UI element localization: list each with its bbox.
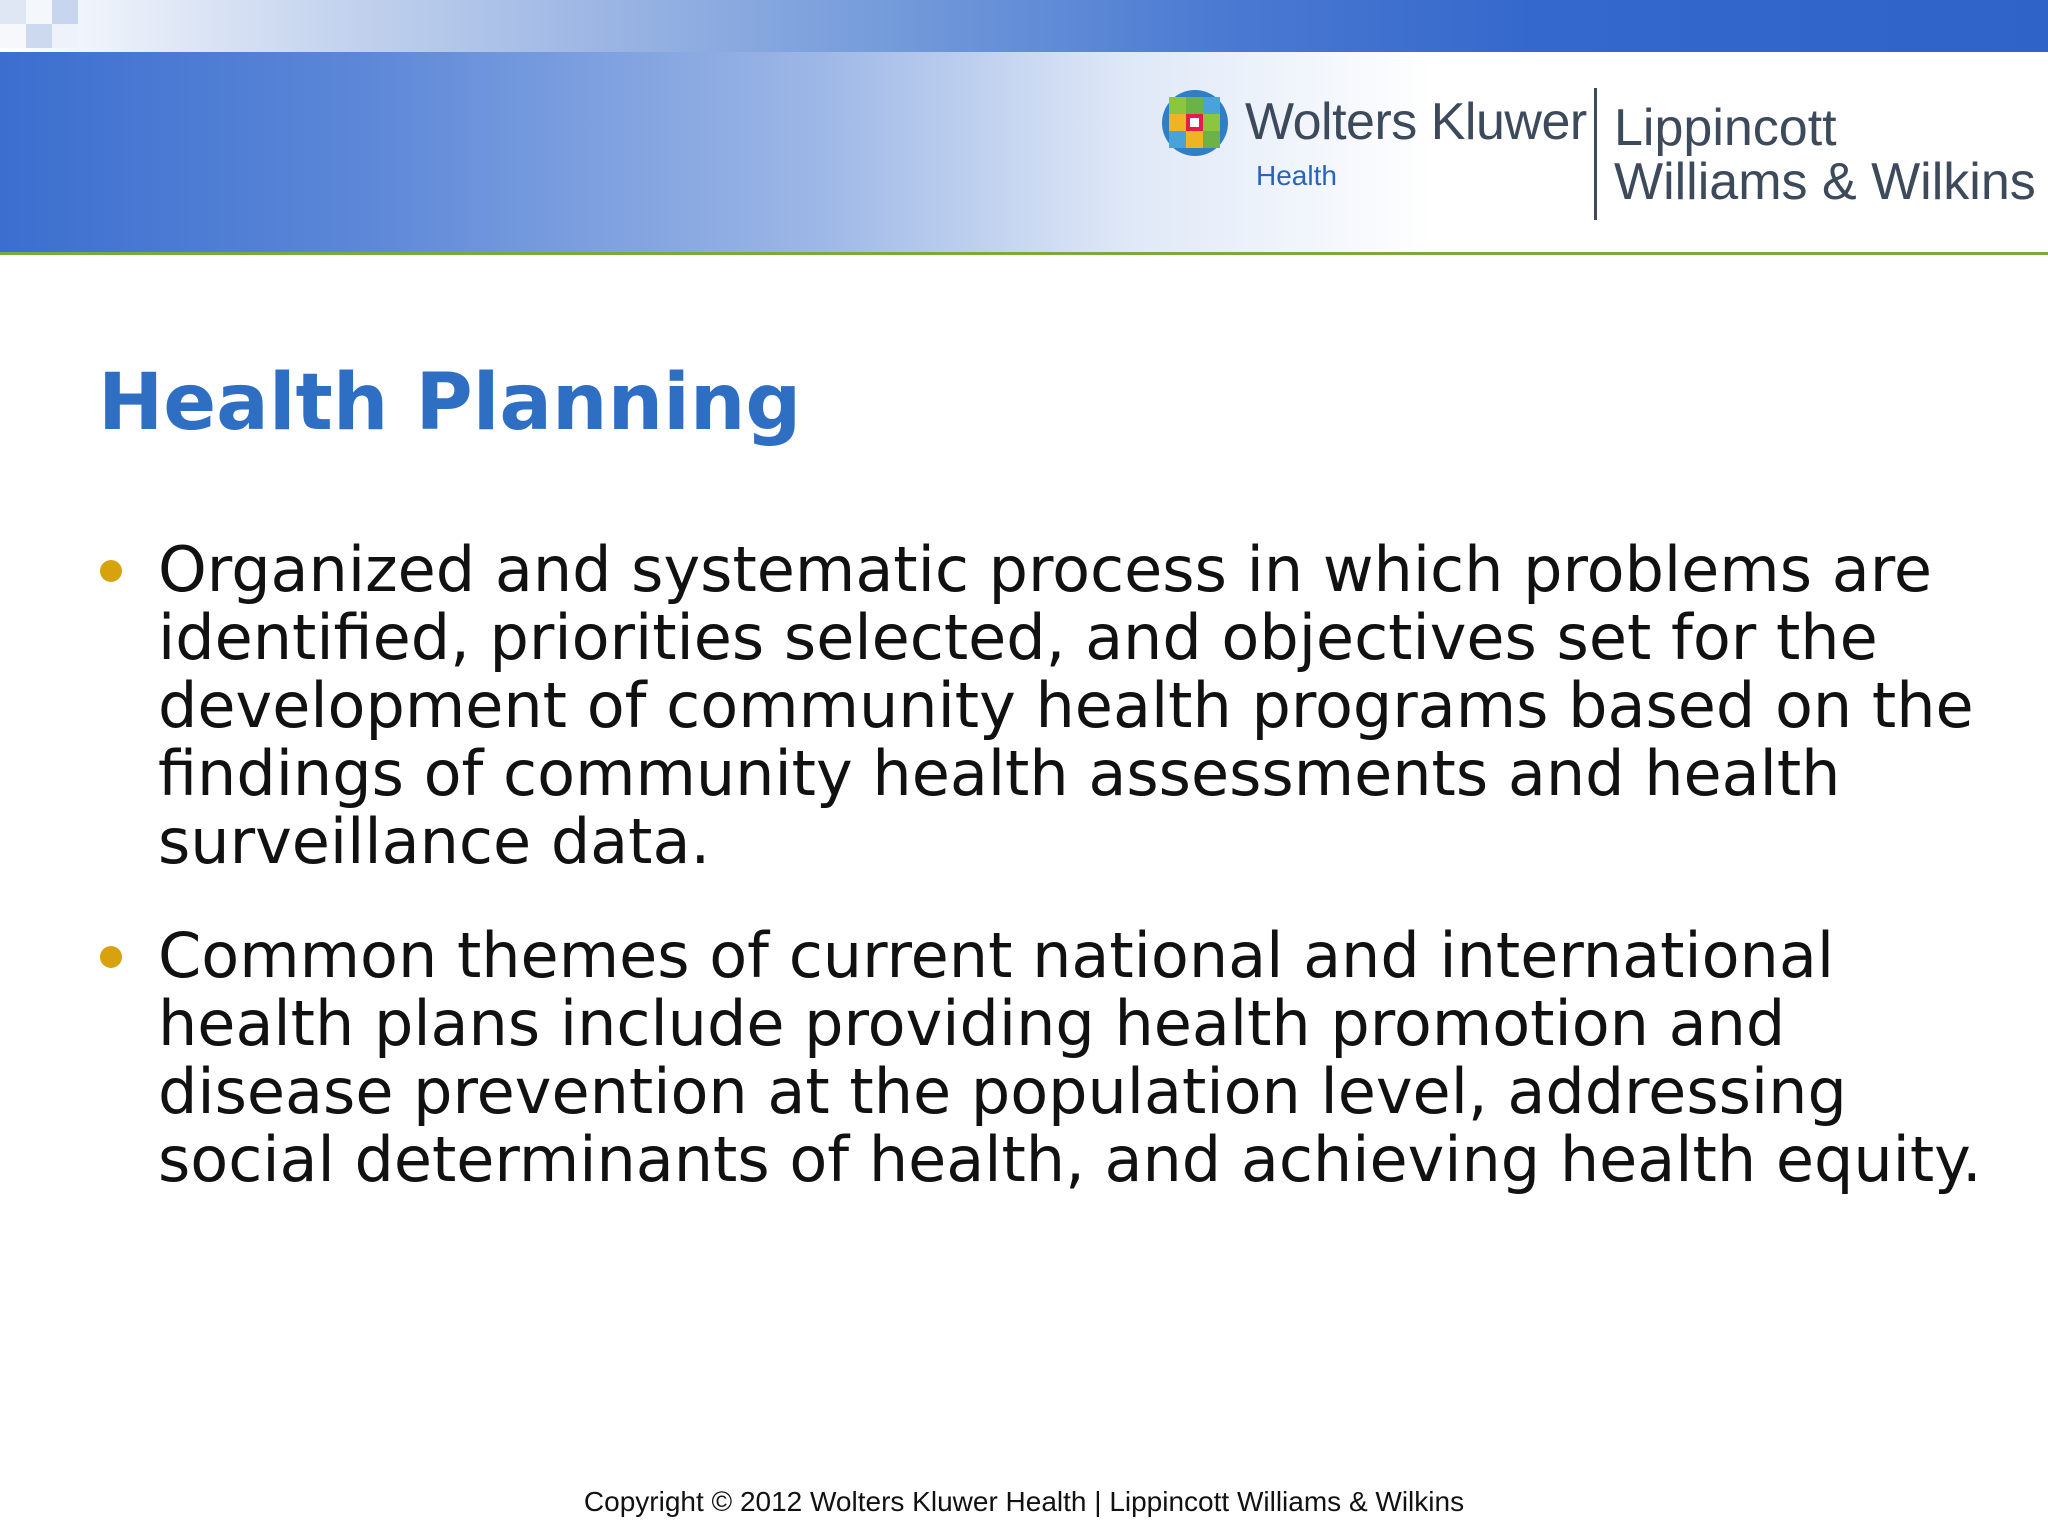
wolters-kluwer-health-text: Health: [1256, 160, 1337, 191]
slide-title: Health Planning: [98, 358, 802, 448]
bullet-list: [98, 533, 1998, 1240]
wolters-kluwer-logo-icon: [1160, 88, 1230, 158]
lippincott-logo-line2: Williams & Wilkins: [1614, 153, 2036, 211]
bullet-item: [98, 919, 1998, 1196]
lippincott-logo-line1: Lippincott: [1614, 99, 1837, 157]
bullet-text: Common themes of current national and international health plans include providing health promotion and disease prevention at the population level, addressing social determinants of health, and achieving health equity.: [158, 919, 1982, 1196]
wolters-kluwer-logo-text: Wolters Kluwer: [1245, 93, 1587, 151]
banner-grid-decoration: [0, 0, 90, 52]
copyright-footer: Copyright © 2012 Wolters Kluwer Health | Lippincott Williams & Wilkins: [583, 1486, 1465, 1517]
bullet-text: Organized and systematic process in which problems are identified, priorities selected, and objectives set for the development of community health programs based on the findings of community health assessments and health surveillance data.: [158, 533, 1974, 878]
bullet-item: [98, 533, 1998, 878]
header-divider-line: [0, 252, 2048, 255]
logo-divider: [1594, 88, 1597, 220]
bullet-icon: [100, 560, 122, 582]
bullet-icon: [100, 946, 122, 968]
header-banner-top-strip: [0, 0, 2048, 52]
